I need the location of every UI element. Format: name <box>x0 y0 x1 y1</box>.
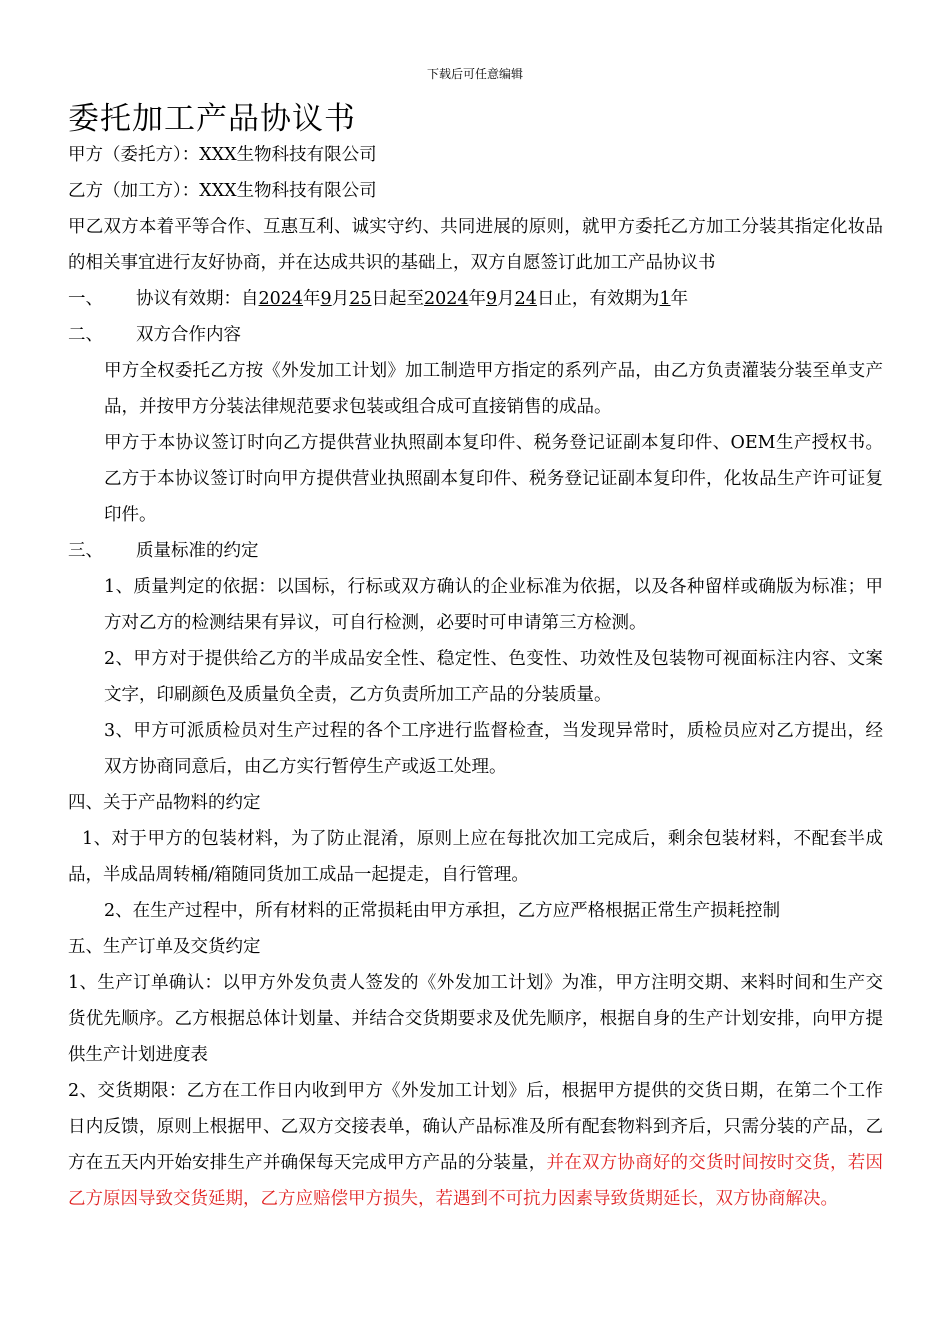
intro-paragraph: 甲乙双方本着平等合作、互惠互利、诚实守约、共同进展的原则，就甲方委托乙方加工分装其指定化妆品的相关事宜进行友好协商，并在达成共识的基础上，双方自愿签订此加工产品协议书 <box>68 217 883 273</box>
party-a-line: 甲方（委托方）：XXX生物科技有限公司 <box>68 145 377 165</box>
section-4-paragraph-1 <box>68 821 883 893</box>
section-3-paragraph-1: 1、质量判定的依据：以国标，行标或双方确认的企业标准为依据，以及各种留样或确版为标准；甲方对乙方的检测结果有异议，可自行检测，必要时可申请第三方检测。 <box>104 577 883 633</box>
delivery-terms-text: 2、交货期限：乙方在工作日内收到甲方《外发加工计划》后，根据甲方提供的交货日期，在第二个工作日内反馈，原则上根据甲、乙双方交接表单，确认产品标准及所有配套物料到齐后，只需分装的产品，乙方在五天内开始安排生产并确保每天完成甲方产品的分装量， <box>68 1081 883 1173</box>
section-2-number: 二、 <box>68 325 103 345</box>
validity-years: 1 <box>659 289 671 309</box>
section-3-title: 质量标准的约定 <box>136 541 259 561</box>
section-5-heading: 五、生产订单及交货约定 <box>68 937 261 957</box>
section-4-heading: 四、关于产品物料的约定 <box>68 793 261 813</box>
section-1-number: 一、 <box>68 289 103 309</box>
start-day: 25 <box>349 289 372 309</box>
end-year: 2024 <box>423 289 469 309</box>
page-header: 下载后可任意编辑 <box>426 67 523 81</box>
start-month: 9 <box>320 289 332 309</box>
section-5-paragraph-1: 1、生产订单确认：以甲方外发负责人签发的《外发加工计划》为准，甲方注明交期、来料时间和生产交货优先顺序。乙方根据总体计划量、并结合交货期要求及优先顺序，根据自身的生产计划安排，向甲方提供生产计划进度表 <box>68 973 883 1065</box>
validity-text: 日止，有效期为 <box>536 289 660 309</box>
start-year: 2024 <box>258 289 304 309</box>
document-body <box>68 137 883 1217</box>
section-3-heading <box>68 533 883 569</box>
section-2-paragraph-1: 甲方全权委托乙方按《外发加工计划》加工制造甲方指定的系列产品，由乙方负责灌装分装至单支产品，并按甲方分装法律规范要求包装或组合成可直接销售的成品。 <box>104 361 883 417</box>
section-3-paragraph-2: 2、甲方对于提供给乙方的半成品安全性、稳定性、色变性、功效性及包装物可视面标注内容、文案文字，印刷颜色及质量负全责，乙方负责所加工产品的分装质量。 <box>104 649 883 705</box>
section-5-paragraph-2 <box>68 1073 883 1217</box>
end-day: 24 <box>514 289 537 309</box>
validity-text: 年 <box>303 289 321 309</box>
section-3-paragraph-3: 3、甲方可派质检员对生产过程的各个工序进行监督检查，当发现异常时，质检员应对乙方提出，经双方协商同意后，由乙方实行暂停生产或返工处理。 <box>104 721 883 777</box>
section-2-paragraph-2: 甲方于本协议签订时向乙方提供营业执照副本复印件、税务登记证副本复印件、OEM生产授权书。乙方于本协议签订时向甲方提供营业执照副本复印件、税务登记证副本复印件，化妆品生产许可证复印件。 <box>104 433 883 525</box>
section-2-heading <box>68 317 883 353</box>
section-4-paragraph-1-text: 1、对于甲方的包装材料，为了防止混淆，原则上应在每批次加工完成后，剩余包装材料，不配套半成品，半成品周转桶/箱随同货加工成品一起提走，自行管理。 <box>68 829 883 885</box>
validity-text: 月 <box>331 289 350 309</box>
section-3-number: 三、 <box>68 541 103 561</box>
party-b-line: 乙方（加工方）：XXX生物科技有限公司 <box>68 181 377 201</box>
validity-text: 月 <box>497 289 515 309</box>
end-month: 9 <box>486 289 498 309</box>
section-1-validity <box>68 281 883 317</box>
validity-text: 协议有效期：自 <box>136 289 259 309</box>
document-title: 委托加工产品协议书 <box>68 101 356 137</box>
delivery-terms-highlight: 并在双方协商好的交货时间按时交货，若因乙方原因导致交货延期，乙方应赔偿甲方损失，若遇到不可抗力因素导致货期延长，双方协商解决。 <box>68 1153 883 1209</box>
validity-text: 日起至 <box>371 289 424 309</box>
section-2-title: 双方合作内容 <box>136 325 241 345</box>
validity-text: 年 <box>468 289 487 309</box>
validity-text: 年 <box>670 289 689 309</box>
section-4-paragraph-2: 2、在生产过程中，所有材料的正常损耗由甲方承担，乙方应严格根据正常生产损耗控制 <box>104 901 781 921</box>
